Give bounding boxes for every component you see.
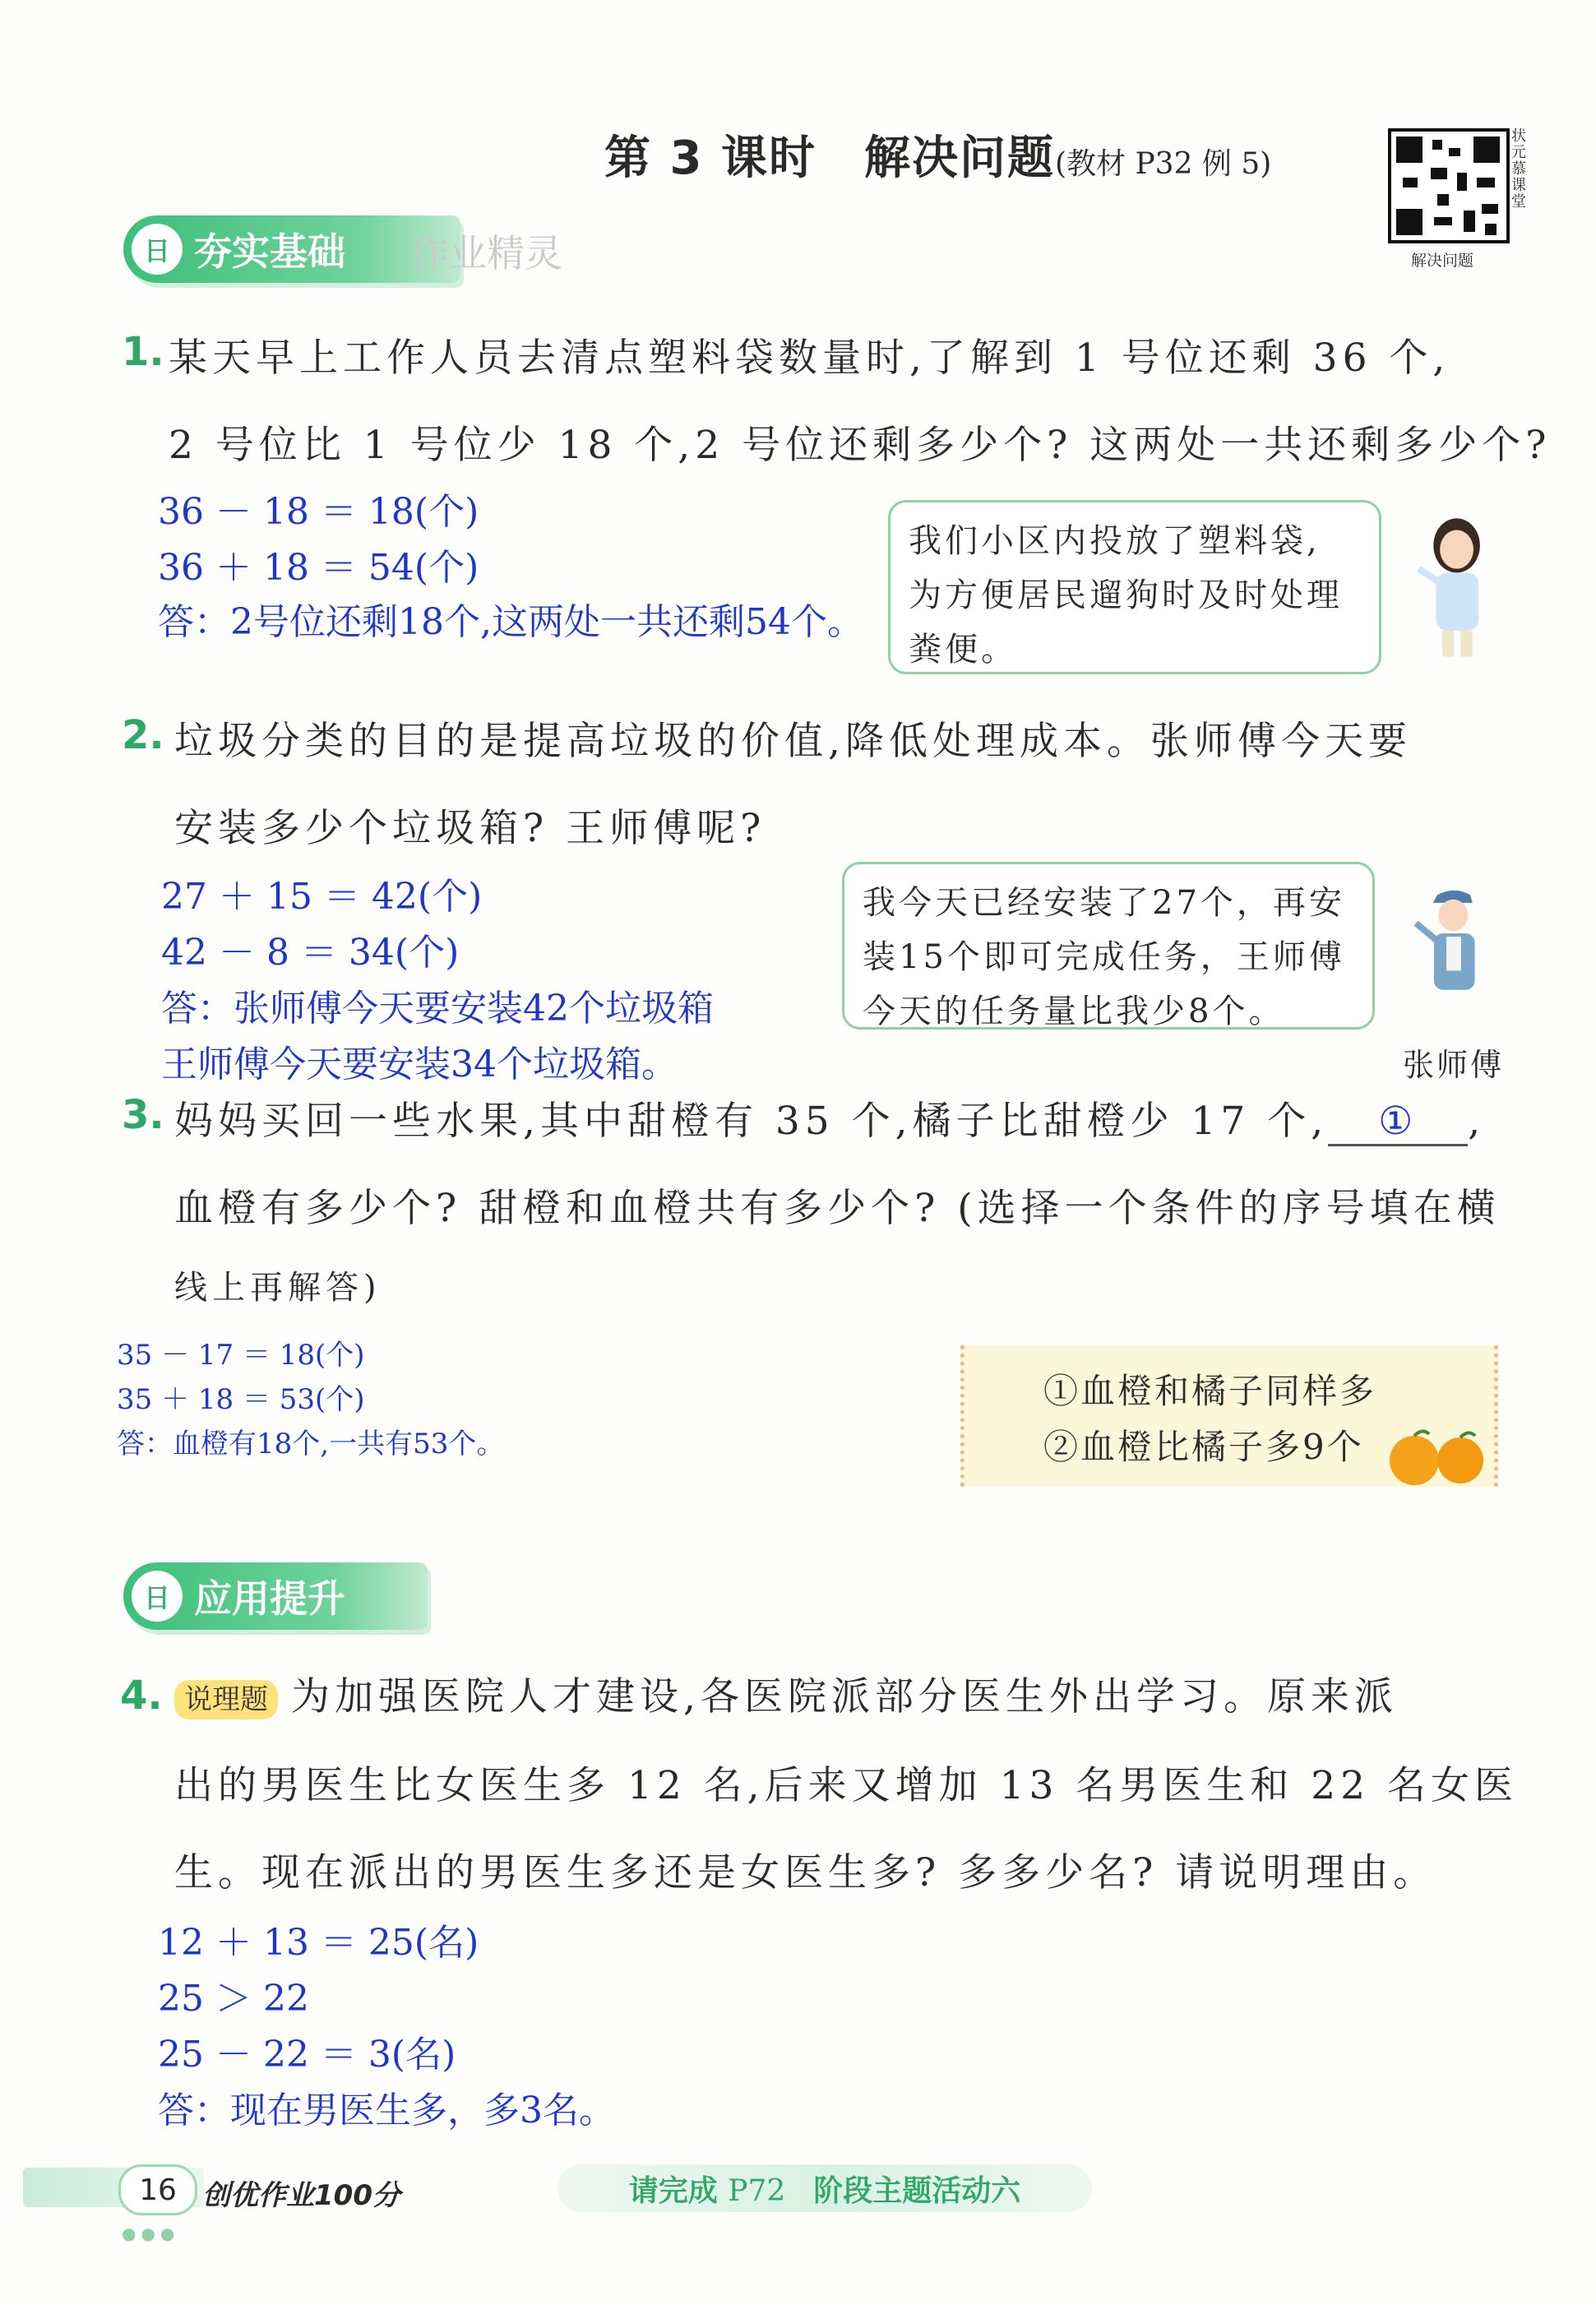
condition-option: ①血橙和橘子同样多	[1043, 1371, 1377, 1411]
answer-line: 答：2号位还剩18个,这两处一共还剩54个。	[158, 601, 863, 643]
qr-code[interactable]	[1388, 128, 1510, 243]
question-text-line: 血橙有多少个? 甜橙和血橙共有多少个? (选择一个条件的序号填在横	[174, 1186, 1501, 1231]
answer-line: 答：血橙有18个,一共有53个。	[117, 1428, 505, 1460]
question-text-segment: ,	[1468, 1099, 1486, 1144]
condition-option: ②血橙比橘子多9个	[1043, 1427, 1364, 1467]
person-label: 张师傅	[1403, 1047, 1505, 1083]
answer-line: 25 ＞ 22	[158, 1978, 309, 2020]
question-text-line	[174, 1666, 1398, 1721]
question-text-line: 2 号位比 1 号位少 18 个,2 号位还剩多少个? 这两处一共还剩多少个?	[169, 423, 1552, 468]
section-banner-application	[123, 1562, 428, 1630]
qr-caption: 解决问题	[1411, 252, 1474, 270]
answer-line: 王师傅今天要安装34个垃圾箱。	[161, 1044, 678, 1085]
question-text-line	[174, 1090, 1485, 1146]
footer-dots: ●●●	[122, 2224, 180, 2243]
question-text-line: 出的男医生比女医生多 12 名,后来又增加 13 名男医生和 22 名女医	[174, 1763, 1518, 1808]
bubble-line: 粪便。	[909, 631, 1017, 669]
question-number: 1.	[122, 329, 164, 375]
watermark-text: 作业精灵	[411, 231, 562, 275]
bubble-line: 我今天已经安装了27个，再安	[863, 884, 1345, 922]
bubble-line: 装15个即可完成任务，王师傅	[863, 938, 1345, 976]
lesson-title	[604, 122, 1271, 187]
speech-bubble	[842, 862, 1375, 1030]
answer-line: 答：现在男医生多，多3名。	[158, 2090, 615, 2131]
question-text-line: 某天早上工作人员去清点塑料袋数量时,了解到 1 号位还剩 36 个,	[169, 336, 1450, 381]
bubble-line: 我们小区内投放了塑料袋,	[909, 522, 1321, 560]
answer-line: 36 － 18 ＝ 18(个)	[158, 491, 479, 533]
answer-line: 35 ＋ 18 ＝ 53(个)	[117, 1383, 365, 1416]
question-number: 3.	[122, 1092, 164, 1138]
brand-logo: 创优作业100分	[202, 2179, 400, 2212]
section-badge-icon: 日	[132, 1571, 183, 1622]
answer-line: 25 － 22 ＝ 3(名)	[158, 2034, 456, 2076]
link-page: P72	[728, 2173, 786, 2208]
bubble-line: 今天的任务量比我少8个。	[863, 993, 1285, 1030]
lesson-title-text: 第 3 课时 解决问题	[604, 132, 1055, 185]
worker-illustration-icon	[1398, 852, 1488, 1033]
answer-line: 12 ＋ 13 ＝ 25(名)	[158, 1922, 479, 1964]
question-text-segment: 妈妈买回一些水果,其中甜橙有 35 个,橘子比甜橙少 17 个,	[174, 1099, 1329, 1144]
section-title: 应用提升	[194, 1576, 345, 1621]
answer-blank[interactable]: ①	[1328, 1099, 1468, 1146]
question-text-segment: 为加强医院人才建设,各医院派部分医生外出学习。原来派	[291, 1674, 1398, 1719]
link-prefix: 请完成	[628, 2173, 718, 2208]
answer-line: 42 － 8 ＝ 34(个)	[161, 932, 460, 974]
answer-line: 27 ＋ 15 ＝ 42(个)	[161, 876, 483, 918]
woman-illustration-icon	[1410, 493, 1501, 678]
question-type-tag: 说理题	[174, 1680, 278, 1719]
orange-fruit-icon	[1381, 1428, 1493, 1487]
question-number: 2.	[122, 712, 164, 758]
link-title: 阶段主题活动六	[813, 2173, 1021, 2208]
question-text-line: 生。现在派出的男医生多还是女医生多? 多多少名? 请说明理由。	[174, 1850, 1437, 1895]
bubble-line: 为方便居民遛狗时及时处理	[909, 576, 1343, 614]
page-number: 16	[118, 2164, 197, 2215]
textbook-reference: (教材 P32 例 5)	[1054, 147, 1272, 181]
answer-line: 35 － 17 ＝ 18(个)	[117, 1339, 365, 1372]
activity-reference-link[interactable]	[557, 2164, 1092, 2212]
answer-line: 36 ＋ 18 ＝ 54(个)	[158, 547, 479, 589]
answer-line: 答：张师傅今天要安装42个垃圾箱	[161, 988, 714, 1030]
question-text-line: 安装多少个垃圾箱? 王师傅呢?	[174, 806, 766, 851]
section-badge-icon: 日	[132, 224, 183, 275]
speech-bubble	[888, 500, 1381, 674]
question-text-line: 线上再解答)	[174, 1269, 382, 1307]
section-title: 夯实基础	[194, 229, 345, 274]
section-banner-basics	[123, 215, 460, 283]
qr-side-text: 状元慕课堂	[1511, 127, 1526, 211]
question-text-line: 垃圾分类的目的是提高垃圾的价值,降低处理成本。张师傅今天要	[174, 719, 1412, 764]
question-number: 4.	[120, 1673, 163, 1719]
